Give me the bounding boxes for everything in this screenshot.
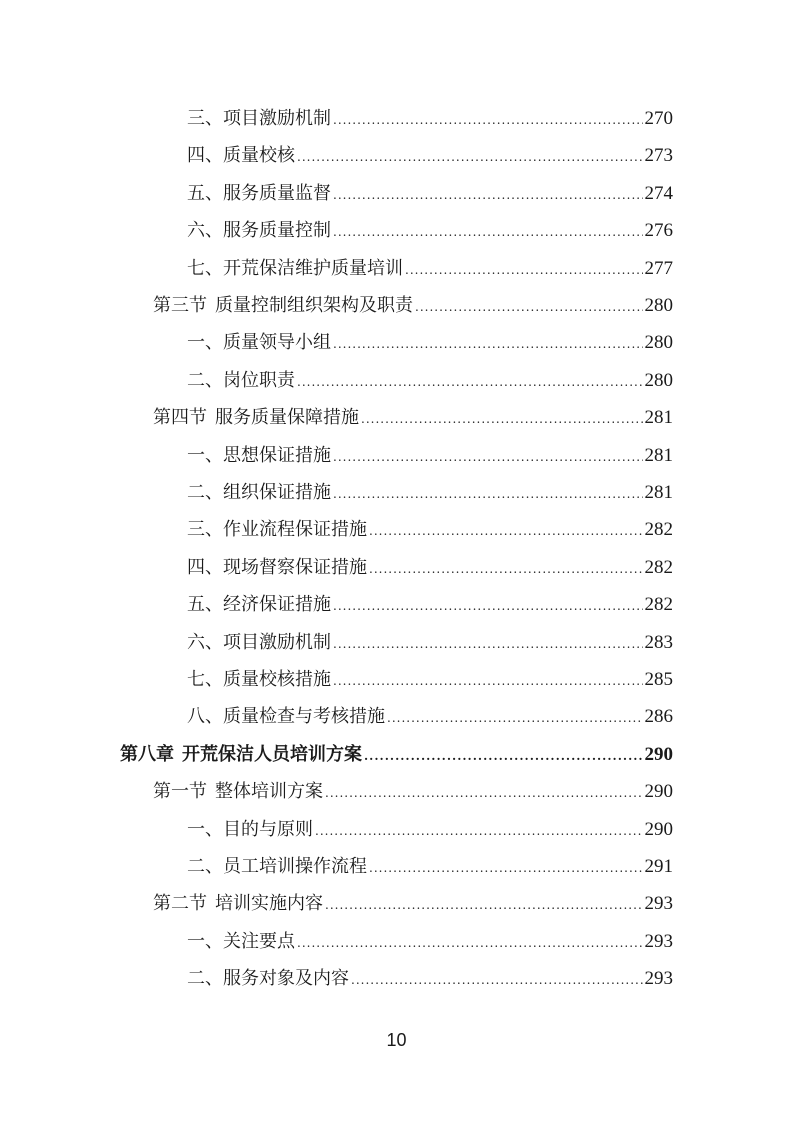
toc-row	[0, 554, 793, 582]
toc-title: 服务质量监督	[223, 182, 331, 204]
dot-leader	[325, 779, 643, 807]
toc-subsection-link[interactable]	[187, 703, 673, 731]
toc-page-number: 293	[644, 930, 673, 952]
toc-prefix: 二、	[187, 968, 223, 990]
toc-subsection-link[interactable]	[187, 853, 673, 881]
toc-row	[0, 367, 793, 395]
toc-prefix: 四、	[187, 145, 223, 167]
toc-page-number: 290	[644, 743, 673, 765]
toc-row	[0, 292, 793, 320]
toc-subsection-link[interactable]	[187, 105, 673, 133]
dot-leader	[369, 555, 643, 583]
toc-title: 开荒保洁维护质量培训	[223, 257, 403, 279]
toc-title: 整体培训方案	[215, 781, 323, 803]
toc-row	[0, 629, 793, 657]
toc-page-number: 290	[644, 818, 673, 840]
toc-subsection-link[interactable]	[187, 479, 673, 507]
toc-subsection-link[interactable]	[187, 255, 673, 283]
toc-subsection-link[interactable]	[187, 217, 673, 245]
dot-leader	[333, 330, 643, 358]
toc-row	[0, 741, 793, 769]
toc-subsection-link[interactable]	[187, 516, 673, 544]
toc-section-link[interactable]	[153, 890, 673, 918]
toc-page-number: 283	[644, 631, 673, 653]
toc-prefix: 六、	[187, 631, 223, 653]
toc-page-number: 282	[644, 594, 673, 616]
toc-row	[0, 442, 793, 470]
toc-title: 质量校核	[223, 145, 295, 167]
dot-leader	[361, 405, 643, 433]
toc-page-number: 293	[644, 893, 673, 915]
toc-row	[0, 965, 793, 993]
toc-page-number: 281	[644, 444, 673, 466]
dot-leader	[333, 181, 643, 209]
toc-title: 组织保证措施	[223, 482, 331, 503]
dot-leader	[333, 592, 643, 620]
toc-subsection-link[interactable]	[187, 442, 673, 470]
toc-title: 服务对象及内容	[223, 968, 349, 990]
dot-leader	[333, 218, 643, 246]
toc-title: 目的与原则	[223, 818, 313, 840]
toc-prefix: 七、	[187, 669, 223, 690]
toc-subsection-link[interactable]	[187, 329, 673, 357]
toc-page-number: 270	[644, 108, 673, 129]
toc-page-number: 277	[644, 257, 673, 279]
toc-subsection-link[interactable]	[187, 666, 673, 694]
dot-leader	[333, 480, 643, 508]
toc-row	[0, 816, 793, 844]
toc-section-link[interactable]	[153, 778, 673, 806]
dot-leader	[333, 106, 643, 134]
toc-page-number: 293	[644, 968, 673, 990]
toc-prefix: 四、	[187, 556, 223, 578]
toc-page-number: 273	[644, 145, 673, 167]
dot-leader	[351, 966, 643, 994]
toc-subsection-link[interactable]	[187, 591, 673, 619]
dot-leader	[325, 891, 643, 919]
toc-row	[0, 329, 793, 357]
toc-subsection-link[interactable]	[187, 367, 673, 395]
toc-prefix: 第三节	[153, 295, 207, 316]
toc-section-link[interactable]	[153, 404, 673, 432]
toc-title: 质量检查与考核措施	[223, 706, 385, 728]
toc-page-number: 280	[644, 332, 673, 354]
dot-leader	[297, 368, 643, 396]
toc-prefix: 五、	[187, 182, 223, 204]
toc-prefix: 第八章	[120, 743, 174, 765]
dot-leader	[315, 817, 643, 845]
dot-leader	[415, 293, 643, 321]
toc-prefix: 一、	[187, 930, 223, 952]
dot-leader	[333, 443, 643, 471]
toc-title: 作业流程保证措施	[223, 519, 367, 541]
dot-leader	[369, 517, 643, 545]
toc-row	[0, 142, 793, 170]
toc-section-link[interactable]	[153, 292, 673, 320]
toc-prefix: 七、	[187, 257, 223, 279]
toc-page-number: 274	[644, 182, 673, 204]
toc-row	[0, 255, 793, 283]
toc-prefix: 三、	[187, 519, 223, 541]
dot-leader	[333, 630, 643, 658]
toc-prefix: 一、	[187, 444, 223, 466]
toc-title: 培训实施内容	[215, 893, 323, 915]
dot-leader	[405, 256, 643, 284]
toc-title: 项目激励机制	[223, 631, 331, 653]
toc-subsection-link[interactable]	[187, 629, 673, 657]
toc-row	[0, 853, 793, 881]
toc-prefix: 第二节	[153, 893, 207, 915]
toc-prefix: 八、	[187, 706, 223, 728]
toc-page-number: 276	[644, 220, 673, 242]
toc-subsection-link[interactable]	[187, 554, 673, 582]
toc-page-number: 280	[644, 369, 673, 391]
toc-page-number: 282	[644, 519, 673, 541]
toc-page-number: 290	[644, 781, 673, 803]
toc-title: 服务质量保障措施	[215, 407, 359, 429]
toc-subsection-link[interactable]	[187, 928, 673, 956]
toc-row	[0, 217, 793, 245]
toc-title: 思想保证措施	[223, 444, 331, 466]
toc-prefix: 二、	[187, 482, 223, 503]
toc-row	[0, 778, 793, 806]
toc-prefix: 第一节	[153, 781, 207, 803]
dot-leader	[333, 667, 643, 695]
toc-title: 服务质量控制	[223, 220, 331, 242]
toc-title: 关注要点	[223, 930, 295, 952]
toc-title: 现场督察保证措施	[223, 556, 367, 578]
toc-title: 质量控制组织架构及职责	[215, 295, 413, 316]
dot-leader	[364, 742, 643, 770]
toc-row	[0, 180, 793, 208]
toc-prefix: 三、	[187, 108, 223, 129]
toc-page-number: 286	[644, 706, 673, 728]
dot-leader	[297, 929, 643, 957]
toc-subsection-link[interactable]	[187, 180, 673, 208]
toc-row	[0, 890, 793, 918]
toc-prefix: 六、	[187, 220, 223, 242]
toc-title: 质量领导小组	[223, 332, 331, 354]
toc-row	[0, 928, 793, 956]
toc-prefix: 二、	[187, 369, 223, 391]
toc-chapter-link[interactable]	[120, 741, 673, 769]
toc-page-number: 282	[644, 556, 673, 578]
dot-leader	[387, 704, 643, 732]
toc-title: 开荒保洁人员培训方案	[182, 743, 362, 765]
toc-subsection-link[interactable]	[187, 142, 673, 170]
toc-subsection-link[interactable]	[187, 965, 673, 993]
toc-prefix: 第四节	[153, 407, 207, 429]
toc-row	[0, 591, 793, 619]
toc-row	[0, 703, 793, 731]
toc-page-number: 281	[644, 407, 673, 429]
toc-page-number: 291	[644, 856, 673, 877]
toc-row	[0, 666, 793, 694]
toc-prefix: 五、	[187, 594, 223, 616]
toc-prefix: 二、	[187, 856, 223, 877]
toc-row	[0, 105, 793, 133]
toc-page-number: 281	[644, 482, 673, 503]
toc-page-number: 280	[644, 295, 673, 316]
toc-prefix: 一、	[187, 818, 223, 840]
toc-title: 经济保证措施	[223, 594, 331, 616]
toc-row	[0, 479, 793, 507]
toc-page-number: 285	[644, 669, 673, 690]
toc-row	[0, 404, 793, 432]
dot-leader	[369, 854, 643, 882]
toc-prefix: 一、	[187, 332, 223, 354]
toc-title: 岗位职责	[223, 369, 295, 391]
toc-row	[0, 516, 793, 544]
toc-title: 项目激励机制	[223, 108, 331, 129]
toc-subsection-link[interactable]	[187, 816, 673, 844]
toc-title: 员工培训操作流程	[223, 856, 367, 877]
page-number: 10	[386, 1030, 407, 1050]
toc-title: 质量校核措施	[223, 669, 331, 690]
dot-leader	[297, 143, 643, 171]
